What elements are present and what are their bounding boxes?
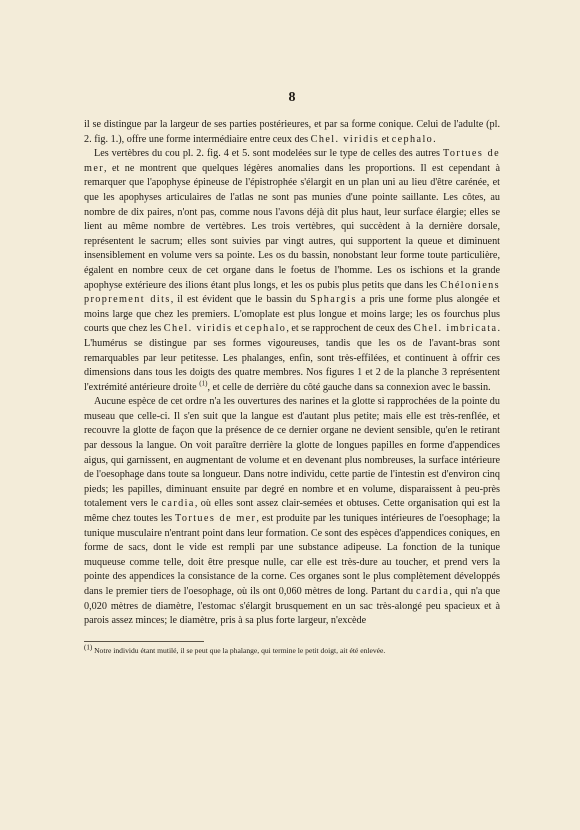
spaced-term: Chéloniens proprement dits (84, 279, 500, 306)
text-run: . L'humérus se distingue par ses formes vigoureuses, tandis que les os de l'avant-bras sont remarquables par leur petitesse. Les phalanges, enfin, sont très-effilées, et continuent à offrir ces dimensions dans tous les doigts des quatre membres. Nos figures 1 et 2 de la planche 3 représentent l'extrémité antérieure droite (84, 323, 500, 393)
paragraph (84, 395, 500, 629)
text-run: , et ne montrent que quelques légères anomalies dans les proportions. Il est cependant à remarquer que l'apophyse épineuse de l'épistrophée s'élargit en un plan uni au lieu d'être carénée, et que les apophyses articulaires de l'atlas ne sont pas munies d'une pointe saillante. Les côtes, au nombre de dix paires, n'ont pas, comme nous l'avons déjà dit plus haut, leur surface élargie; elles se lient au même nombre de vertèbres. Les trois vertèbres, qui succèdent à la dernière dorsale, représentent le sacrum; elles sont suivies par vingt autres, qui supportent la queue et diminuent insensiblement en volume vers sa pointe. Les os du bassin, nonobstant leur forme toute particulière, égalent en nombre ceux de cet organe dans le foetus de l'homme. Les os ischions et la grande apophyse extérieure des ilions étant plus longs, et les os pubis plus petits que dans les (84, 162, 500, 291)
spaced-term: Tortues de mer (175, 513, 257, 525)
footnote (84, 643, 500, 656)
spaced-term: cardia (416, 586, 450, 597)
spaced-term: cephalo (244, 323, 287, 335)
spaced-term: Chel. viridis (310, 133, 380, 145)
text-run: et (379, 133, 392, 145)
footnote-rule (84, 641, 204, 642)
spaced-term: Chel. viridis (163, 323, 233, 335)
spaced-term: cardia (161, 498, 195, 510)
text-run: , qui n'a que 0,020 mètres de diamètre, l'estomac s'élargit brusquement en un sac très-alongé peu spacieux et à parois assez minces; le diamètre, pris à sa plus forte largeur, n'excède (84, 586, 500, 627)
text-run: a pris une forme plus alongée et moins large que chez les premiers. L'omoplate est plus longue et moins large; les os fourchus plus courts que chez les (84, 294, 500, 335)
footnote-text: Notre individu étant mutilé, il se peut que la phalange, qui termine le petit doigt, ait été enlevée. (92, 645, 386, 655)
footnote-reference: (1) (199, 379, 208, 388)
body-text (84, 118, 500, 629)
text-run: , où elles sont assez clair-semées et obtuses. Cette organisation qui est la même chez toutes les (84, 498, 500, 525)
paragraph (84, 118, 500, 147)
text-run: et (232, 323, 245, 335)
spaced-term: cephalo. (391, 133, 438, 145)
text-run: Aucune espèce de cet ordre n'a les ouvertures des narines et la glotte si rapprochées de la pointe du museau que celle-ci. Il s'en suit que la langue est d'autant plus petite; mais elle est très-renflée, et recouvre la glotte de façon que la présence de ce dernier organe ne devient sensible, qu'en le retirant par dessous la langue. On voit paraître derrière la glotte de longues papilles en forme d'appendices aigus, qui garnissent, en augmentant de volume et en devenant plus nombreuses, la surface intérieure de l'oesophage dans toute sa longueur. Dans notre individu, cette partie de l'intestin est d'environ cinq pieds; les papilles, diminuant ensuite par degré en nombre et en volume, disparaissent à peu-près totalement vers le (84, 396, 500, 510)
text-run: , est produite par les tuniques intérieures de l'oesophage; la tunique musculaire n'entrant point dans leur formation. Ce sont des espèces d'appendices coniques, en forme de sacs, dont le vide est rempli par une substance adipeuse. La fonction de la tunique muqueuse comme telle, doit être presque nulle, car elle est très-dure au toucher, et prend vers la pointe des appendices la consistance de la corne. Ces organes sont le plus complètement développés dans le premier tiers de l'oesophage, où ils ont 0,060 mètres de long. Partant du (84, 513, 500, 597)
page-number: 8 (288, 90, 296, 105)
text-run: , il est évident que le bassin du (170, 294, 311, 306)
spaced-term: Tortues de mer (84, 148, 500, 174)
text-run: il se distingue par la largeur de ses parties postérieures, et par sa forme conique. Celui de l'adulte (pl. 2. fig. 1.), offre une forme intermédiaire entre ceux des (84, 119, 500, 145)
paragraph (84, 147, 500, 395)
footnote-marker: (1) (84, 643, 93, 652)
spaced-term: Sphargis (310, 294, 357, 306)
text-run: Les vertèbres du cou pl. 2. fig. 4 et 5. sont modelées sur le type de celles des autres (94, 148, 443, 160)
text-run: , et celle de derrière du côté gauche dans sa connexion avec le bassin. (207, 381, 491, 393)
spaced-term: Chel. imbricata (413, 323, 498, 335)
text-run: , et se rapprochent de ceux des (286, 323, 414, 335)
